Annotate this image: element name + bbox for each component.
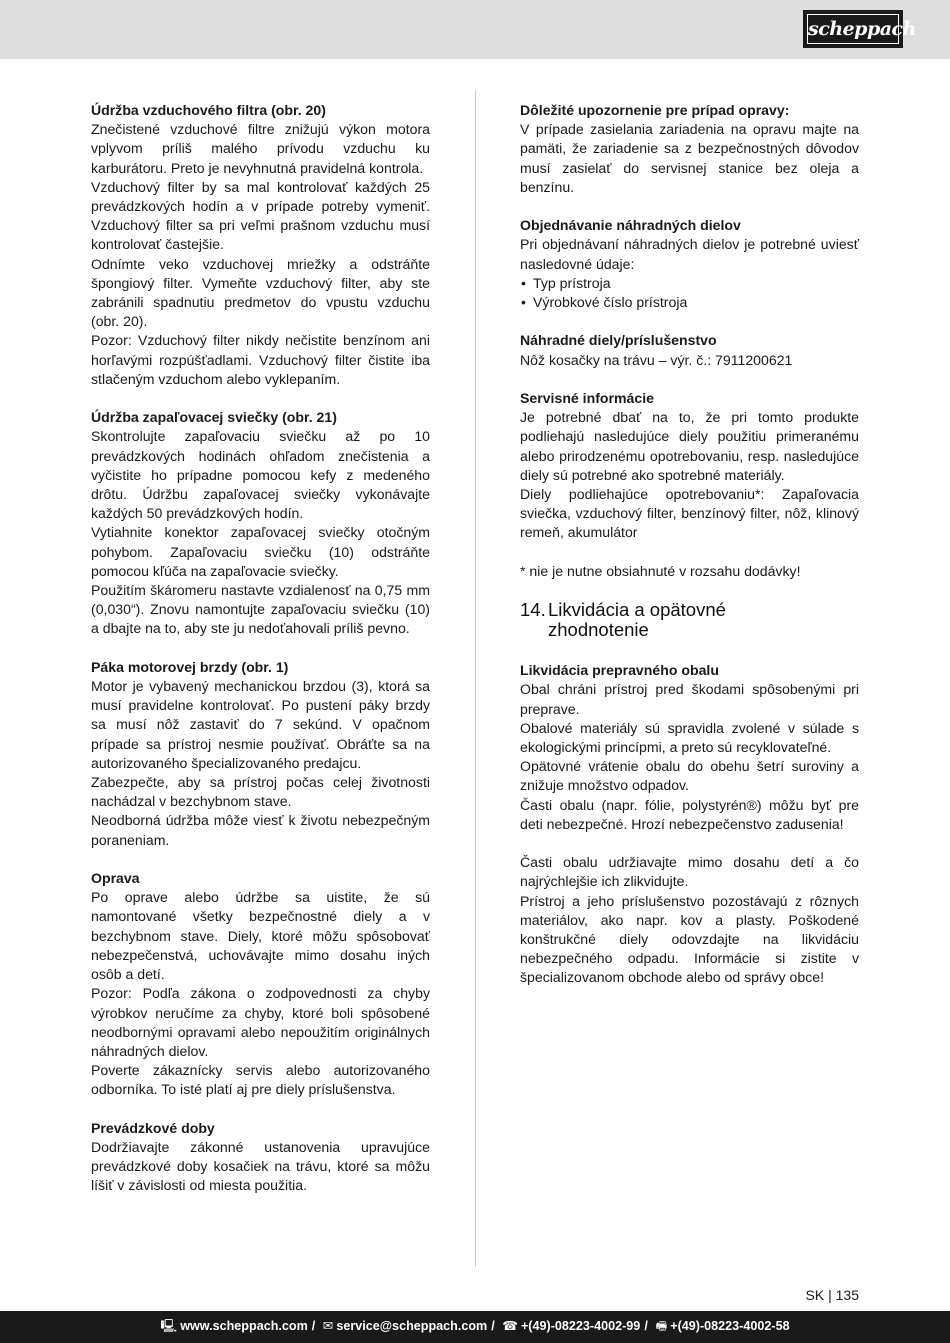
section-brake-lever [91, 658, 430, 850]
section-disposal-continued [520, 853, 859, 987]
section-heading: Údržba zapaľovacej sviečky (obr. 21) [91, 409, 337, 426]
paragraph: Nôž kosačky na trávu – výr. č.: 7911200621 [520, 351, 793, 368]
paragraph: Vzduchový filter by sa mal kontrolovať každých 25 prevádzkových hodín a v prípade potreby vymeniť. Vzduchový filter sa pri veľmi prašnom vzduchu musí kontrolovať častejšie. [91, 178, 430, 253]
section-repair [91, 869, 430, 1099]
paragraph: Znečistené vzduchové filtre znižujú výkon motora vplyvom príliš malého prívodu vzduchu ku karburátoru. Preto je nevyhnutná pravidelná kontrola. [91, 121, 430, 176]
computer-icon: 🖳 [160, 1319, 178, 1333]
paragraph: Skontrolujte zapaľovaciu sviečku až po 10 prevádzkových hodinách ohľadom znečistenia a vyčistite ho prípadne pomocou kefy z medeného drôtu. Údržbu zapaľovacej sviečky vykonávajte každých 50 prevádzkových hodín. [91, 428, 430, 522]
paragraph: Zabezpečte, aby sa prístroj počas celej životnosti nachádzal v bezchybnom stave. [91, 774, 430, 810]
left-column [91, 101, 430, 1215]
chapter-title [548, 600, 726, 640]
chapter-title-line: Likvidácia a opätovné [548, 599, 726, 621]
paragraph: Prístroj a jeho príslušenstvo pozostávajú z rôznych materiálov, ako napr. kov a plasty. Poškodené konštrukčné diely odovzdajte na likvidáciu nebezpečného odpadu. Informácie si zistite v špecializovanom obchode alebo od správy obce! [520, 892, 859, 986]
paragraph: Poverte zákaznícky servis alebo autorizovaného odborníka. To isté platí aj pre diely príslušenstva. [91, 1062, 430, 1098]
paragraph: Obal chráni prístroj pred škodami spôsobenými pri preprave. [520, 681, 859, 717]
paragraph: Pozor: Podľa zákona o zodpovednosti za chyby výrobkov neručíme za chyby, ktoré boli spôsobené neodbornými opravami alebo nepoužitím originálnych náhradných dielov. [91, 985, 430, 1059]
section-heading: Dôležité upozornenie pre prípad opravy: [520, 102, 790, 118]
section-heading: Oprava [91, 870, 140, 887]
section-operating-times [91, 1119, 430, 1196]
section-heading: Náhradné diely/príslušenstvo [520, 332, 717, 349]
phone-icon: ☎ [502, 1319, 518, 1333]
footer-email: service@scheppach.com [336, 1319, 488, 1333]
section-heading: Objednávanie náhradných dielov [520, 217, 741, 234]
footer-fax: +(49)-08223-4002-58 [670, 1319, 790, 1333]
section-spark-plug [91, 408, 430, 638]
paragraph: Po oprave alebo údržbe sa uistite, že sú namontované všetky bezpečnostné diely a v bezchybnom stave. Diely, ktoré môžu spôsobovať nebezpečenstvá, uchovávajte mimo dosahu iných osôb a detí. [91, 889, 430, 983]
page-number: SK | 135 [805, 1287, 859, 1303]
footnote: * nie je nutne obsiahnuté v rozsahu dodávky! [520, 562, 801, 579]
paragraph: Dodržiavajte zákonné ustanovenia upravujúce prevádzkové doby kosačiek na trávu, ktoré sa môžu líšiť v závislosti od miesta použitia. [91, 1138, 430, 1194]
paragraph: Pozor: Vzduchový filter nikdy nečistite benzínom ani horľavými rozpúšťadlami. Vzduchový filter čistite iba stlačeným vzduchom alebo vyklepaním. [91, 332, 430, 387]
paragraph: Diely podliehajúce opotrebovaniu*: Zapaľovacia sviečka, vzduchový filter, benzínový filter, nôž, klinový remeň, akumulátor [520, 486, 859, 541]
footnote-section [520, 562, 859, 581]
email-icon: ✉ [322, 1319, 334, 1333]
paragraph: Motor je vybavený mechanickou brzdou (3), ktorá sa musí pravidelne kontrolovať. Po pustení páky brzdy sa musí nôž zastaviť do 7 sekúnd. V opačnom prípade sa prístroj nesmie používať. Obráťte sa na autorizovaného špecializovaného predajcu. [91, 678, 430, 771]
section-disposal [520, 661, 859, 834]
list-item: • Typ prístroja [520, 274, 859, 293]
paragraph: Neodborná údržba môže viesť k životu nebezpečným poraneniam. [91, 812, 430, 848]
footer-phone: +(49)-08223-4002-99 [520, 1319, 641, 1333]
right-column [520, 101, 859, 1007]
section-repair-notice [520, 101, 859, 197]
paragraph: Odnímte veko vzduchovej mriežky a odstráňte špongiový filter. Vymeňte vzduchový filter, aby ste zabránili spadnutiu predmetov do vpustu vzduchu (obr. 20). [91, 255, 430, 330]
section-heading: Údržba vzduchového filtra (obr. 20) [91, 102, 326, 118]
paragraph: Použitím škáromeru nastavte vzdialenosť na 0,75 mm (0,030“). Znovu namontujte zapaľovaciu sviečku (10) a dbajte na to, aby ste ju nedoťahovali príliš pevno. [91, 582, 430, 637]
chapter-heading [520, 600, 859, 640]
section-spare-parts [520, 331, 859, 369]
footer-separator: / [491, 1319, 495, 1333]
column-divider [475, 90, 476, 1267]
list-item: • Výrobkové číslo prístroja [520, 293, 859, 312]
footer-separator: / [644, 1319, 648, 1333]
paragraph: Pri objednávaní náhradných dielov je potrebné uviesť nasledovné údaje: [520, 236, 859, 272]
scheppach-logo [803, 10, 916, 48]
paragraph: Časti obalu (napr. fólie, polystyrén®) môžu byť pre deti nebezpečné. Hrozí nebezpečenstvo zadusenia! [520, 796, 859, 832]
paragraph: Obalové materiály sú spravidla zvolené v súlade s ekologickými princípmi, a preto sú recyklovateľné. [520, 719, 859, 756]
paragraph: Opätovné vrátenie obalu do obehu šetrí suroviny a znižuje množstvo odpadov. [520, 758, 859, 794]
footer-website: www.scheppach.com [180, 1319, 308, 1333]
paragraph: Časti obalu udržiavajte mimo dosahu detí a čo najrýchlejšie ich zlikvidujte. [520, 854, 859, 890]
section-service-info [520, 389, 859, 543]
paragraph: Je potrebné dbať na to, že pri tomto produkte podliehajú nasledujúce diely použitiu primeranému alebo prirodzenému opotrebovaniu, resp. nasledujúce diely sú potrebné ako spotrebné materiály. [520, 409, 859, 483]
paragraph: Vytiahnite konektor zapaľovacej sviečky otočným pohybom. Zapaľovaciu sviečku (10) odstráňte pomocou kľúča na zapaľovacie sviečky. [91, 524, 430, 579]
chapter-title-line: zhodnotenie [548, 619, 649, 641]
fax-icon: 🖷 [655, 1319, 668, 1333]
section-heading: Likvidácia prepravného obalu [520, 662, 719, 679]
logo-text: scheppach [807, 14, 899, 44]
section-heading: Prevádzkové doby [91, 1119, 215, 1136]
section-ordering-parts [520, 216, 859, 312]
section-heading: Servisné informácie [520, 390, 654, 406]
footer-bar [0, 1311, 950, 1343]
chapter-number: 14. [520, 599, 546, 621]
bullet-list [520, 274, 859, 312]
section-air-filter [91, 101, 430, 389]
footer-separator: / [311, 1319, 316, 1333]
section-heading: Páka motorovej brzdy (obr. 1) [91, 658, 289, 675]
paragraph: V prípade zasielania zariadenia na opravu majte na pamäti, že zariadenie sa z bezpečnostných dôvodov musí zasielať do servisnej stanice bez oleja a benzínu. [520, 121, 859, 195]
